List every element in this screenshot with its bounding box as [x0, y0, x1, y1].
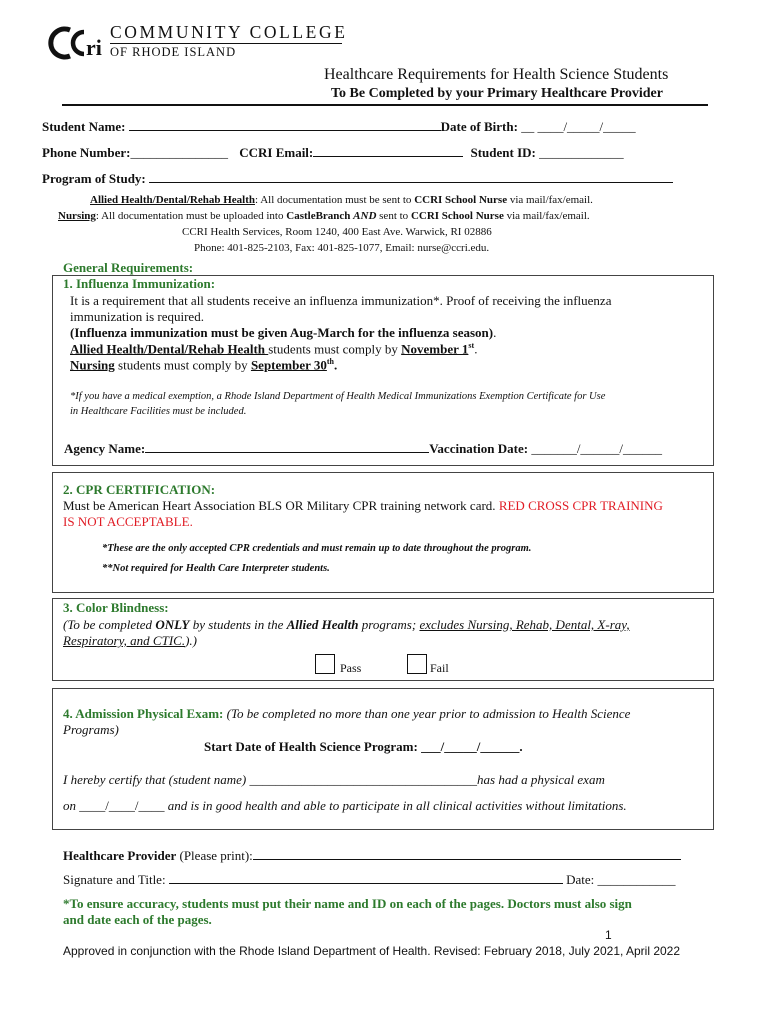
- student-id-field[interactable]: _____________: [539, 145, 624, 160]
- color-blindness-text-2: Respiratory, and CTIC.).): [63, 633, 197, 648]
- agency-label: Agency Name:: [64, 441, 146, 456]
- nursing-instruction: Nursing: All documentation must be uploaded into CastleBranch AND sent to CCRI School Nurse via mail/fax/email.: [58, 210, 590, 222]
- vaccination-date-field[interactable]: _______/______/______: [531, 441, 663, 456]
- health-services-contact: Phone: 401-825-2103, Fax: 401-825-1077, Email: nurse@ccri.edu.: [194, 242, 490, 254]
- dob-field[interactable]: __ ____/_____/_____: [521, 119, 636, 134]
- health-services-address: CCRI Health Services, Room 1240, 400 East Ave. Warwick, RI 02886: [182, 226, 492, 238]
- influenza-heading: 1. Influenza Immunization:: [63, 276, 216, 291]
- pass-label: Pass: [340, 661, 362, 675]
- signature-row: [63, 871, 703, 888]
- page-subtitle: To Be Completed by your Primary Healthcare Provider: [331, 86, 663, 101]
- start-date-field[interactable]: ___/_____/______.: [421, 739, 523, 754]
- phone-field[interactable]: _______________: [130, 145, 228, 160]
- sig-date-label: Date:: [562, 872, 598, 887]
- email-label: CCRI Email:: [239, 145, 314, 160]
- svg-text:ri: ri: [86, 35, 102, 60]
- agency-row: [64, 440, 704, 457]
- physical-heading: 4. Admission Physical Exam:: [63, 706, 224, 721]
- student-name-field[interactable]: [129, 118, 441, 131]
- agency-field[interactable]: [145, 440, 429, 453]
- color-blindness-heading: 3. Color Blindness:: [63, 600, 169, 615]
- student-id-label: Student ID:: [470, 145, 536, 160]
- allied-instruction: Allied Health/Dental/Rehab Health: All documentation must be sent to CCRI School Nurse via mail/fax/email.: [90, 194, 593, 206]
- phone-row: [42, 144, 722, 161]
- accuracy-note-1: *To ensure accuracy, students must put their name and ID on each of the pages. Doctors must also sign: [63, 896, 632, 911]
- email-field[interactable]: [313, 144, 463, 157]
- cpr-text-2: IS NOT ACCEPTABLE.: [63, 514, 193, 529]
- approval-footer: Approved in conjunction with the Rhode Island Department of Health. Revised: February 2018, July 2021, April 2022: [63, 944, 681, 958]
- influenza-text-1: It is a requirement that all students receive an influenza immunization*. Proof of receiving the influenza: [70, 293, 612, 308]
- provider-name-field[interactable]: [253, 847, 681, 860]
- color-blindness-text-1: (To be completed ONLY by students in the Allied Health programs; excludes Nursing, Rehab, Dental, X-ray,: [63, 617, 630, 632]
- pass-checkbox[interactable]: [315, 654, 335, 674]
- phone-label: Phone Number:: [42, 145, 131, 160]
- general-requirements-heading: General Requirements:: [63, 260, 194, 275]
- vaccination-date-label: Vaccination Date:: [429, 441, 529, 456]
- nursing-deadline: Nursing students must comply by September 30th.: [70, 357, 338, 373]
- cpr-note-2: **Not required for Health Care Interpreter students.: [102, 563, 330, 574]
- exam-date-field[interactable]: ____/____/____: [79, 798, 165, 813]
- fail-checkbox[interactable]: [407, 654, 427, 674]
- sig-date-field[interactable]: ____________: [597, 872, 676, 887]
- program-label: Program of Study:: [42, 171, 146, 186]
- exam-date-row: on ____/____/____ and is in good health and able to participate in all clinical activities without limitations.: [63, 798, 627, 813]
- logo-rule: [110, 43, 342, 44]
- college-sub: OF RHODE ISLAND: [110, 45, 237, 59]
- ccri-logo-icon: [48, 22, 108, 62]
- exemption-note-1: *If you have a medical exemption, a Rhode Island Department of Health Medical Immunizations Exemption Certificate for Use: [70, 391, 606, 402]
- certify-row: I hereby certify that (student name) ___________________________________has had a physical exam: [63, 772, 605, 787]
- cpr-text-1: Must be American Heart Association BLS OR Military CPR training network card. RED CROSS CPR TRAINING: [63, 498, 663, 513]
- physical-heading-note-2: Programs): [63, 722, 119, 737]
- exemption-note-2: in Healthcare Facilities must be included.: [70, 406, 247, 417]
- page-number: 1: [605, 928, 612, 942]
- start-date-row: Start Date of Health Science Program: ___/_____/______.: [204, 739, 523, 754]
- cpr-note-1: *These are the only accepted CPR credentials and must remain up to date throughout the program.: [102, 543, 532, 554]
- program-field[interactable]: [149, 170, 673, 183]
- provider-row: Healthcare Provider (Please print):: [63, 847, 703, 864]
- influenza-text-3: (Influenza immunization must be given Aug-March for the influenza season).: [70, 325, 497, 340]
- cpr-heading: 2. CPR CERTIFICATION:: [63, 482, 216, 497]
- page-title: Healthcare Requirements for Health Science Students: [324, 66, 669, 83]
- signature-label: Signature and Title:: [63, 872, 169, 887]
- header-rule: [62, 104, 708, 106]
- provider-label: Healthcare Provider: [63, 848, 177, 863]
- student-name-row: [42, 118, 722, 135]
- college-name: COMMUNITY COLLEGE: [110, 22, 348, 42]
- college-logo: [48, 22, 348, 66]
- influenza-text-2: immunization is required.: [70, 309, 204, 324]
- fail-label: Fail: [430, 661, 449, 675]
- certify-student-name-field[interactable]: ___________________________________: [249, 772, 478, 787]
- dob-label: Date of Birth:: [440, 119, 518, 134]
- signature-field[interactable]: [169, 871, 563, 884]
- student-name-label: Student Name:: [42, 119, 126, 134]
- allied-deadline: Allied Health/Dental/Rehab Health students must comply by November 1st.: [70, 341, 478, 357]
- accuracy-note-2: and date each of the pages.: [63, 912, 212, 927]
- physical-heading-row: 4. Admission Physical Exam: (To be completed no more than one year prior to admission to Health Science: [63, 706, 631, 721]
- program-row: [42, 170, 722, 187]
